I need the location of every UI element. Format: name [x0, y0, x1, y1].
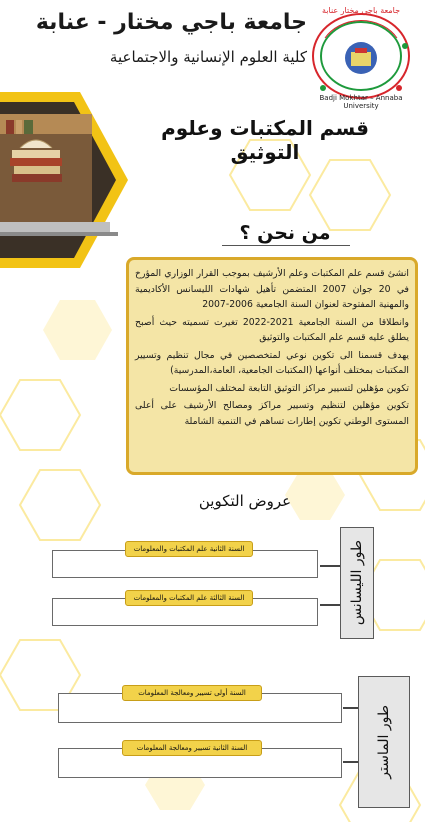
department-title: قسم المكتبات وعلوم التوثيق: [161, 116, 369, 164]
program-tag: السنة الثانية تسيير ومعالجة المعلومات: [122, 740, 262, 756]
about-paragraph: تكوين مؤهلين لتنظيم وتسيير مراكز ومصالح الأرشيف على أعلى المستوى الوطني تكوين إطارات تساهم في التنمية الشاملة: [135, 400, 409, 427]
about-paragraph: تكوين مؤهلين لتسيير مراكز التوثيق التابعة لمختلف المؤسسات: [169, 382, 409, 394]
about-text-box: [126, 257, 418, 475]
about-paragraph: يهدف قسمنا الى تكوين نوعي لمتخصصين في مجال تنظيم وتسيير المكتبات بمختلف أنواعها (المكتبات الجامعية، العامة،المدرسية): [135, 349, 409, 376]
about-paragraph: وانطلاقا من السنة الجامعية 2021-2022 تغيرت تسميته حيث أصبح يطلق عليه قسم علم المكتبات والتوثيق: [135, 316, 409, 343]
training-offers-heading: عروض التكوين: [198, 492, 292, 510]
university-logo: [305, 8, 417, 108]
university-name: جامعة باجي مختار - عنابة: [35, 10, 307, 35]
faculty-name: كلية العلوم الإنسانية والاجتماعية: [109, 48, 307, 66]
master-level-label: طور الماستر: [358, 676, 410, 808]
program-tag: السنة أولى تسيير ومعالجة المعلومات: [122, 685, 262, 701]
program-tag: السنة الثالثة علم المكتبات والمعلومات: [125, 590, 253, 606]
about-paragraph: انشئ قسم علم المكتبات وعلم الأرشيف بموجب القرار الوزاري المؤرخ في 20 جوان 2007 المتضمن تأهيل شهادات الليسانس الأكاديمية والمهنية المفتوحة لعنوان السنة الجامعية 2006-2007: [135, 268, 410, 310]
connector-line: [343, 761, 358, 763]
heading-underline: [222, 245, 350, 246]
who-we-are-heading: من نحن ؟: [239, 222, 331, 244]
connector-line: [343, 707, 358, 709]
program-tag: السنة الثانية علم المكتبات والمعلومات: [125, 541, 253, 557]
connector-line: [320, 565, 340, 567]
licence-level-label: طور الليسانس: [340, 527, 374, 639]
books-laptop-image: [0, 92, 132, 268]
logo-text-bottom: Badji Mokhtar – Annaba University: [319, 94, 403, 110]
connector-line: [320, 604, 340, 606]
logo-text-top: جامعة باجي مختار عنابة: [321, 6, 401, 15]
